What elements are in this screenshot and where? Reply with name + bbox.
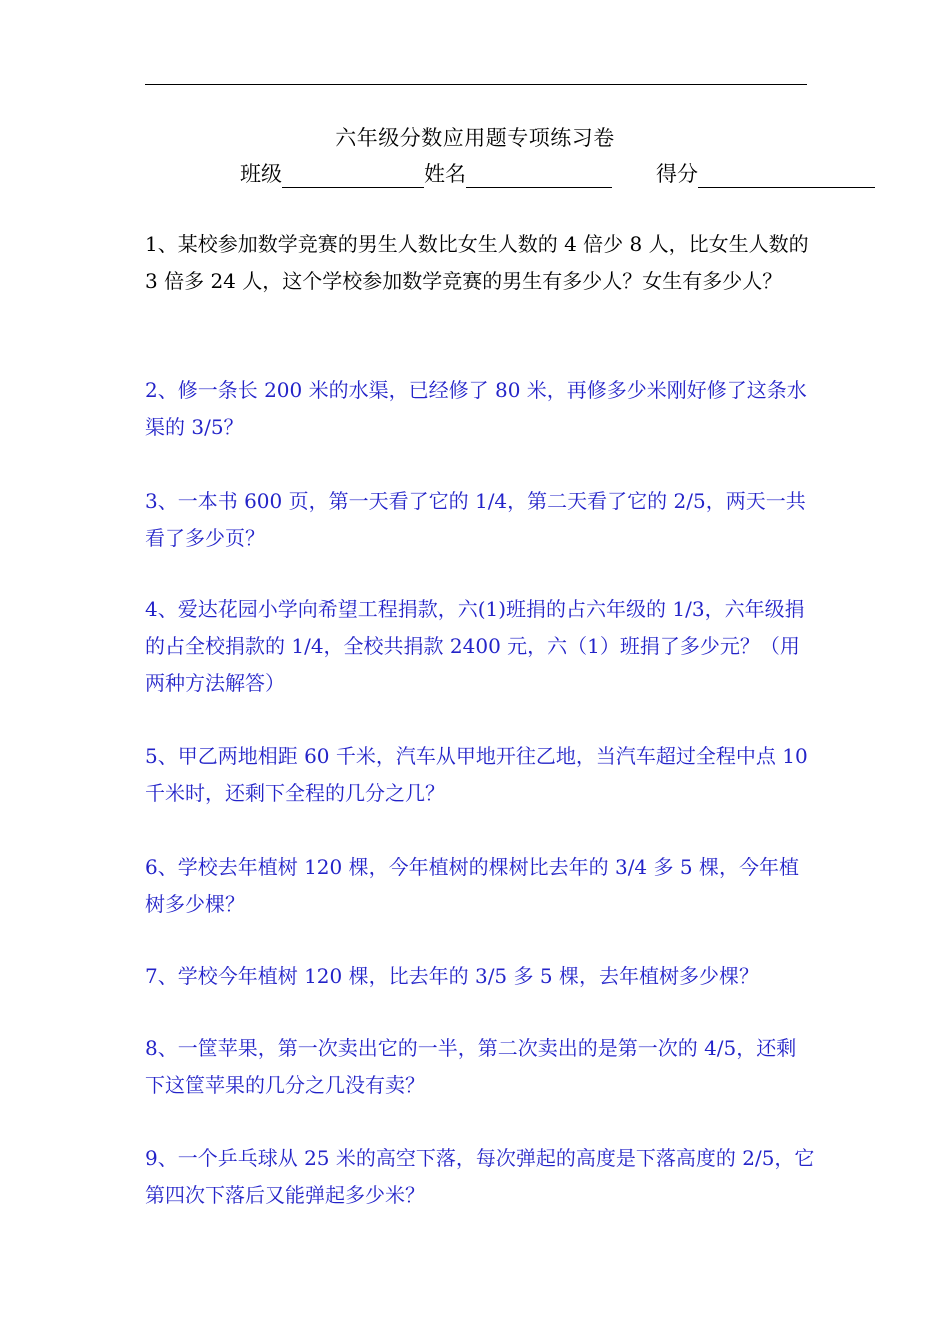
question-9: 9、一个乒乓球从 25 米的高空下落，每次弹起的高度是下落高度的 2/5，它第四次下落后又能弹起多少米？ (145, 1146, 815, 1207)
question-8: 8、一筐苹果，第一次卖出它的一半，第二次卖出的是第一次的 4/5，还剩下这筐苹果的几分之几没有卖？ (145, 1036, 797, 1097)
question-6: 6、学校去年植树 120 棵，今年植树的棵树比去年的 3/4 多 5 棵，今年植树多少棵？ (145, 855, 799, 916)
score-blank[interactable] (698, 165, 875, 188)
question-5: 5、甲乙两地相距 60 千米，汽车从甲地开往乙地，当汽车超过全程中点 10 千米时，还剩下全程的几分之几？ (145, 744, 808, 805)
name-label: 姓名 (424, 162, 466, 186)
question-3: 3、一本书 600 页，第一天看了它的 1/4，第二天看了它的 2/5，两天一共看了多少页？ (145, 489, 806, 550)
student-info-row (240, 158, 875, 188)
class-label: 班级 (240, 162, 282, 186)
top-rule (145, 84, 807, 85)
class-blank[interactable] (282, 165, 424, 188)
question-7: 7、学校今年植树 120 棵，比去年的 3/5 多 5 棵，去年植树多少棵？ (145, 964, 759, 988)
question-1: 1、某校参加数学竞赛的男生人数比女生人数的 4 倍少 8 人，比女生人数的 3 倍多 24 人，这个学校参加数学竞赛的男生有多少人？女生有多少人？ (145, 232, 809, 293)
question-2: 2、修一条长 200 米的水渠，已经修了 80 米，再修多少米刚好修了这条水渠的 3/5？ (145, 378, 807, 439)
question-4: 4、爱达花园小学向希望工程捐款，六(1)班捐的占六年级的 1/3，六年级捐的占全校捐款的 1/4，全校共捐款 2400 元，六（1）班捐了多少元？（用两种方法解答） (145, 597, 805, 695)
page-title: 六年级分数应用题专项练习卷 (335, 126, 615, 150)
score-label: 得分 (656, 162, 698, 186)
name-blank[interactable] (466, 165, 612, 188)
